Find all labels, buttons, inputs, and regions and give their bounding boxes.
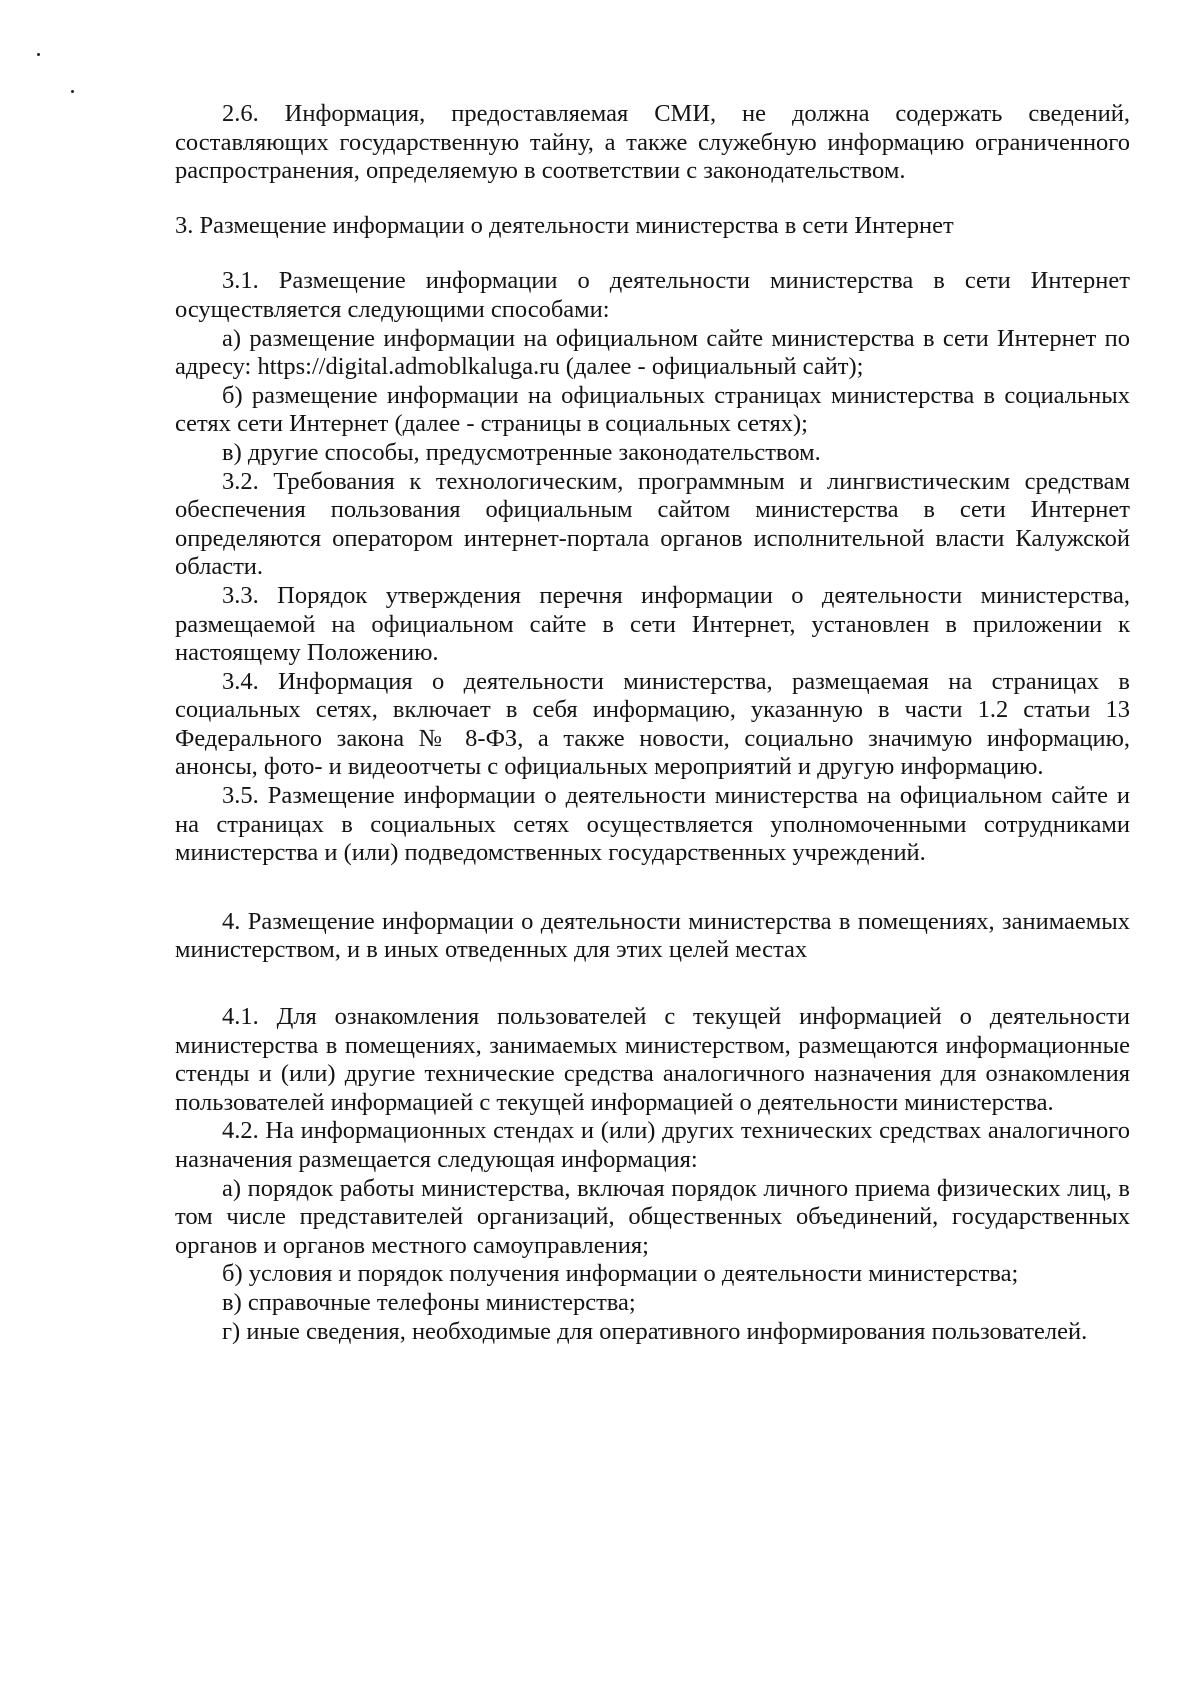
paragraph-4-2-v: в) справочные телефоны министерства; xyxy=(222,1288,636,1316)
scan-speck xyxy=(37,53,40,56)
paragraph-4-2-b: б) условия и порядок получения информации о деятельности министерства; xyxy=(222,1260,1019,1288)
paragraph-4-2-g: г) иные сведения, необходимые для оперативного информирования пользователей. xyxy=(222,1317,1088,1345)
paragraph-3-2: 3.2. Требования к технологическим, программным и лингвистическим средствам обеспечения пользования официальным сайтом министерства в сети Интернет определяются оператором интернет-портала органов исполнительной власти Калужской области. xyxy=(175,467,1130,581)
paragraph-4-1: 4.1. Для ознакомления пользователей с текущей информацией о деятельности министерства в помещениях, занимаемых министерством, размещаются информационные стенды и (или) другие технические средства аналогичного назначения для ознакомления пользователей информацией с текущей информацией о деятельности министерства. xyxy=(175,1003,1130,1116)
paragraph-3-4: 3.4. Информация о деятельности министерства, размещаемая на страницах в социальных сетях, включает в себя информацию, указанную в части 1.2 статьи 13 Федерального закона № 8-ФЗ, а также новости, социально значимую информацию, анонсы, фото- и видеоотчеты с официальных мероприятий и другую информацию. xyxy=(175,667,1130,781)
document-body xyxy=(175,100,1130,1346)
section-heading-4: 4. Размещение информации о деятельности министерства в помещениях, занимаемых министерством, и в иных отведенных для этих целей местах xyxy=(175,907,1130,964)
section-heading-3: 3. Размещение информации о деятельности министерства в сети Интернет xyxy=(175,211,954,239)
paragraph-3-5: 3.5. Размещение информации о деятельности министерства на официальном сайте и на страницах в социальных сетях осуществляется уполномоченными сотрудниками министерства и (или) подведомственных государственных учреждений. xyxy=(175,782,1130,867)
paragraph-4-2-a: а) порядок работы министерства, включая порядок личного приема физических лиц, в том числе представителей организаций, общественных объединений, государственных органов и органов местного самоуправления; xyxy=(175,1174,1130,1259)
paragraph-3-1: 3.1. Размещение информации о деятельности министерства в сети Интернет осуществляется следующими способами: xyxy=(175,267,1130,323)
paragraph-3-1-b: б) размещение информации на официальных страницах министерства в социальных сетях сети Интернет (далее - страницы в социальных сетях); xyxy=(175,381,1130,438)
paragraph-2-6: 2.6. Информация, предоставляемая СМИ, не должна содержать сведений, составляющих государственную тайну, а также служебную информацию ограниченного распространения, определяемую в соответствии с законодательством. xyxy=(175,100,1130,185)
paragraph-3-1-a: а) размещение информации на официальном сайте министерства в сети Интернет по адресу: https://digital.admoblkaluga.ru (далее - официальный сайт); xyxy=(175,324,1130,381)
paragraph-4-2: 4.2. На информационных стендах и (или) других технических средствах аналогичного назначения размещается следующая информация: xyxy=(175,1117,1130,1173)
scan-speck xyxy=(71,90,74,93)
paragraph-3-3: 3.3. Порядок утверждения перечня информации о деятельности министерства, размещаемой на официальном сайте в сети Интернет, установлен в приложении к настоящему Положению. xyxy=(175,581,1130,667)
paragraph-3-1-v: в) другие способы, предусмотренные законодательством. xyxy=(222,438,821,466)
